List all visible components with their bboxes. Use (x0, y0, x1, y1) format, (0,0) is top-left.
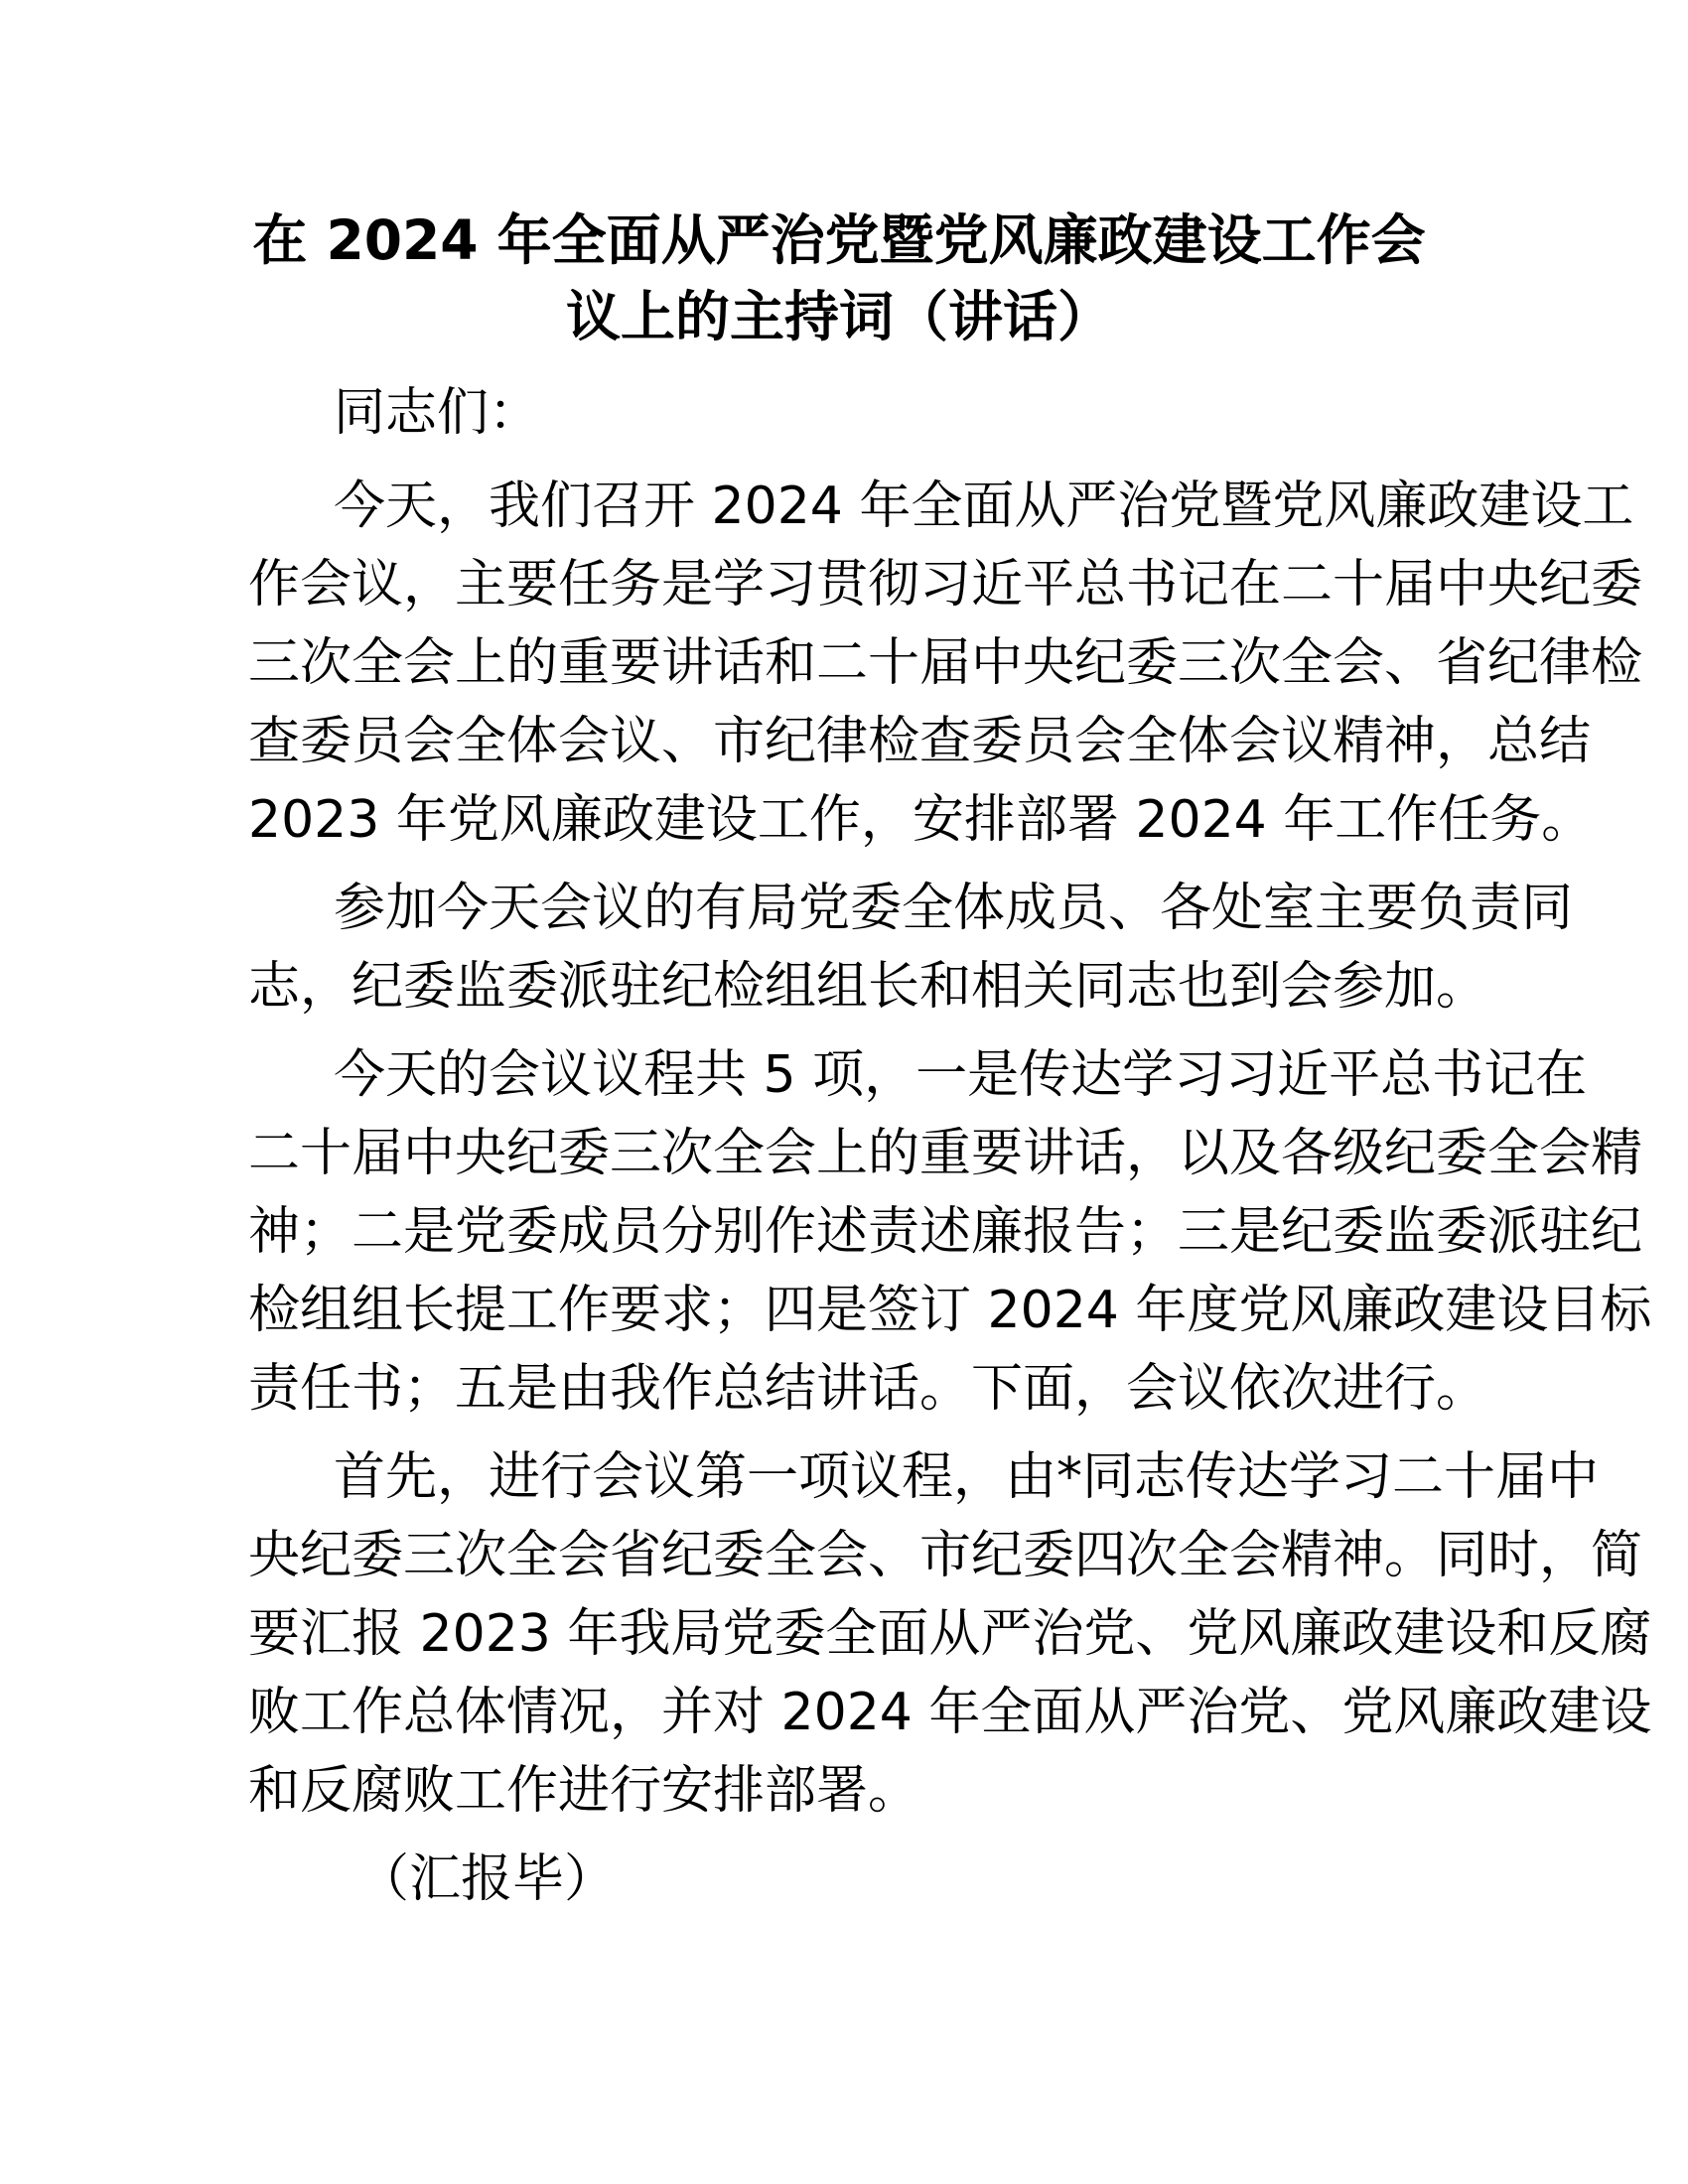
paragraph-line: 责任书；五是由我作总结讲话。下面，会议依次进行。 (248, 1359, 1488, 1419)
paragraph (248, 870, 1574, 1026)
paragraph-line: 和反腐败工作进行安排部署。 (248, 1761, 920, 1821)
paragraph-line: 参加今天会议的有局党委全体成员、各处室主要负责同 (334, 879, 1574, 938)
paragraph (248, 468, 1643, 860)
paragraph-line: 检组组长提工作要求；四是签订 2024 年度党风廉政建设目标 (248, 1281, 1652, 1340)
paragraph-line: 志，纪委监委派驻纪检组组长和相关同志也到会参加。 (248, 957, 1488, 1017)
paragraph-line: 二十届中央纪委三次全会上的重要讲话，以及各级纪委全会精 (248, 1124, 1643, 1183)
paragraph-line: 三次全会上的重要讲话和二十届中央纪委三次全会、省纪律检 (248, 633, 1643, 693)
paragraph-line: 央纪委三次全会省纪委全会、市纪委四次全会精神。同时，简 (248, 1526, 1643, 1585)
document-body (248, 374, 1652, 1919)
document-title (248, 203, 1430, 355)
paragraph-line: 今天的会议议程共 5 项，一是传达学习习近平总书记在 (334, 1045, 1588, 1105)
title-line-2: 议上的主持词（讲话） (565, 285, 1112, 348)
paragraph-line: 败工作总体情况，并对 2024 年全面从严治党、党风廉政建设 (248, 1683, 1652, 1742)
paragraph (248, 1438, 1652, 1831)
greeting: 同志们： (334, 383, 541, 443)
closing-note: （汇报毕） (357, 1849, 617, 1909)
paragraph-line: 要汇报 2023 年我局党委全面从严治党、党风廉政建设和反腐 (248, 1604, 1652, 1664)
paragraph-line: 今天，我们召开 2024 年全面从严治党暨党风廉政建设工 (334, 477, 1634, 536)
paragraph-line: 2023 年党风廉政建设工作，安排部署 2024 年工作任务。 (248, 790, 1594, 850)
paragraph (248, 1036, 1652, 1429)
paragraph-line: 神；二是党委成员分别作述责述廉报告；三是纪委监委派驻纪 (248, 1202, 1643, 1262)
title-line-1: 在 2024 年全面从严治党暨党风廉政建设工作会 (252, 208, 1426, 272)
paragraph-line: 首先，进行会议第一项议程，由*同志传达学习二十届中 (334, 1447, 1600, 1507)
paragraph-line: 作会议，主要任务是学习贯彻习近平总书记在二十届中央纪委 (248, 555, 1643, 614)
paragraph-line: 查委员会全体会议、市纪律检查委员会全体会议精神，总结 (248, 712, 1592, 771)
